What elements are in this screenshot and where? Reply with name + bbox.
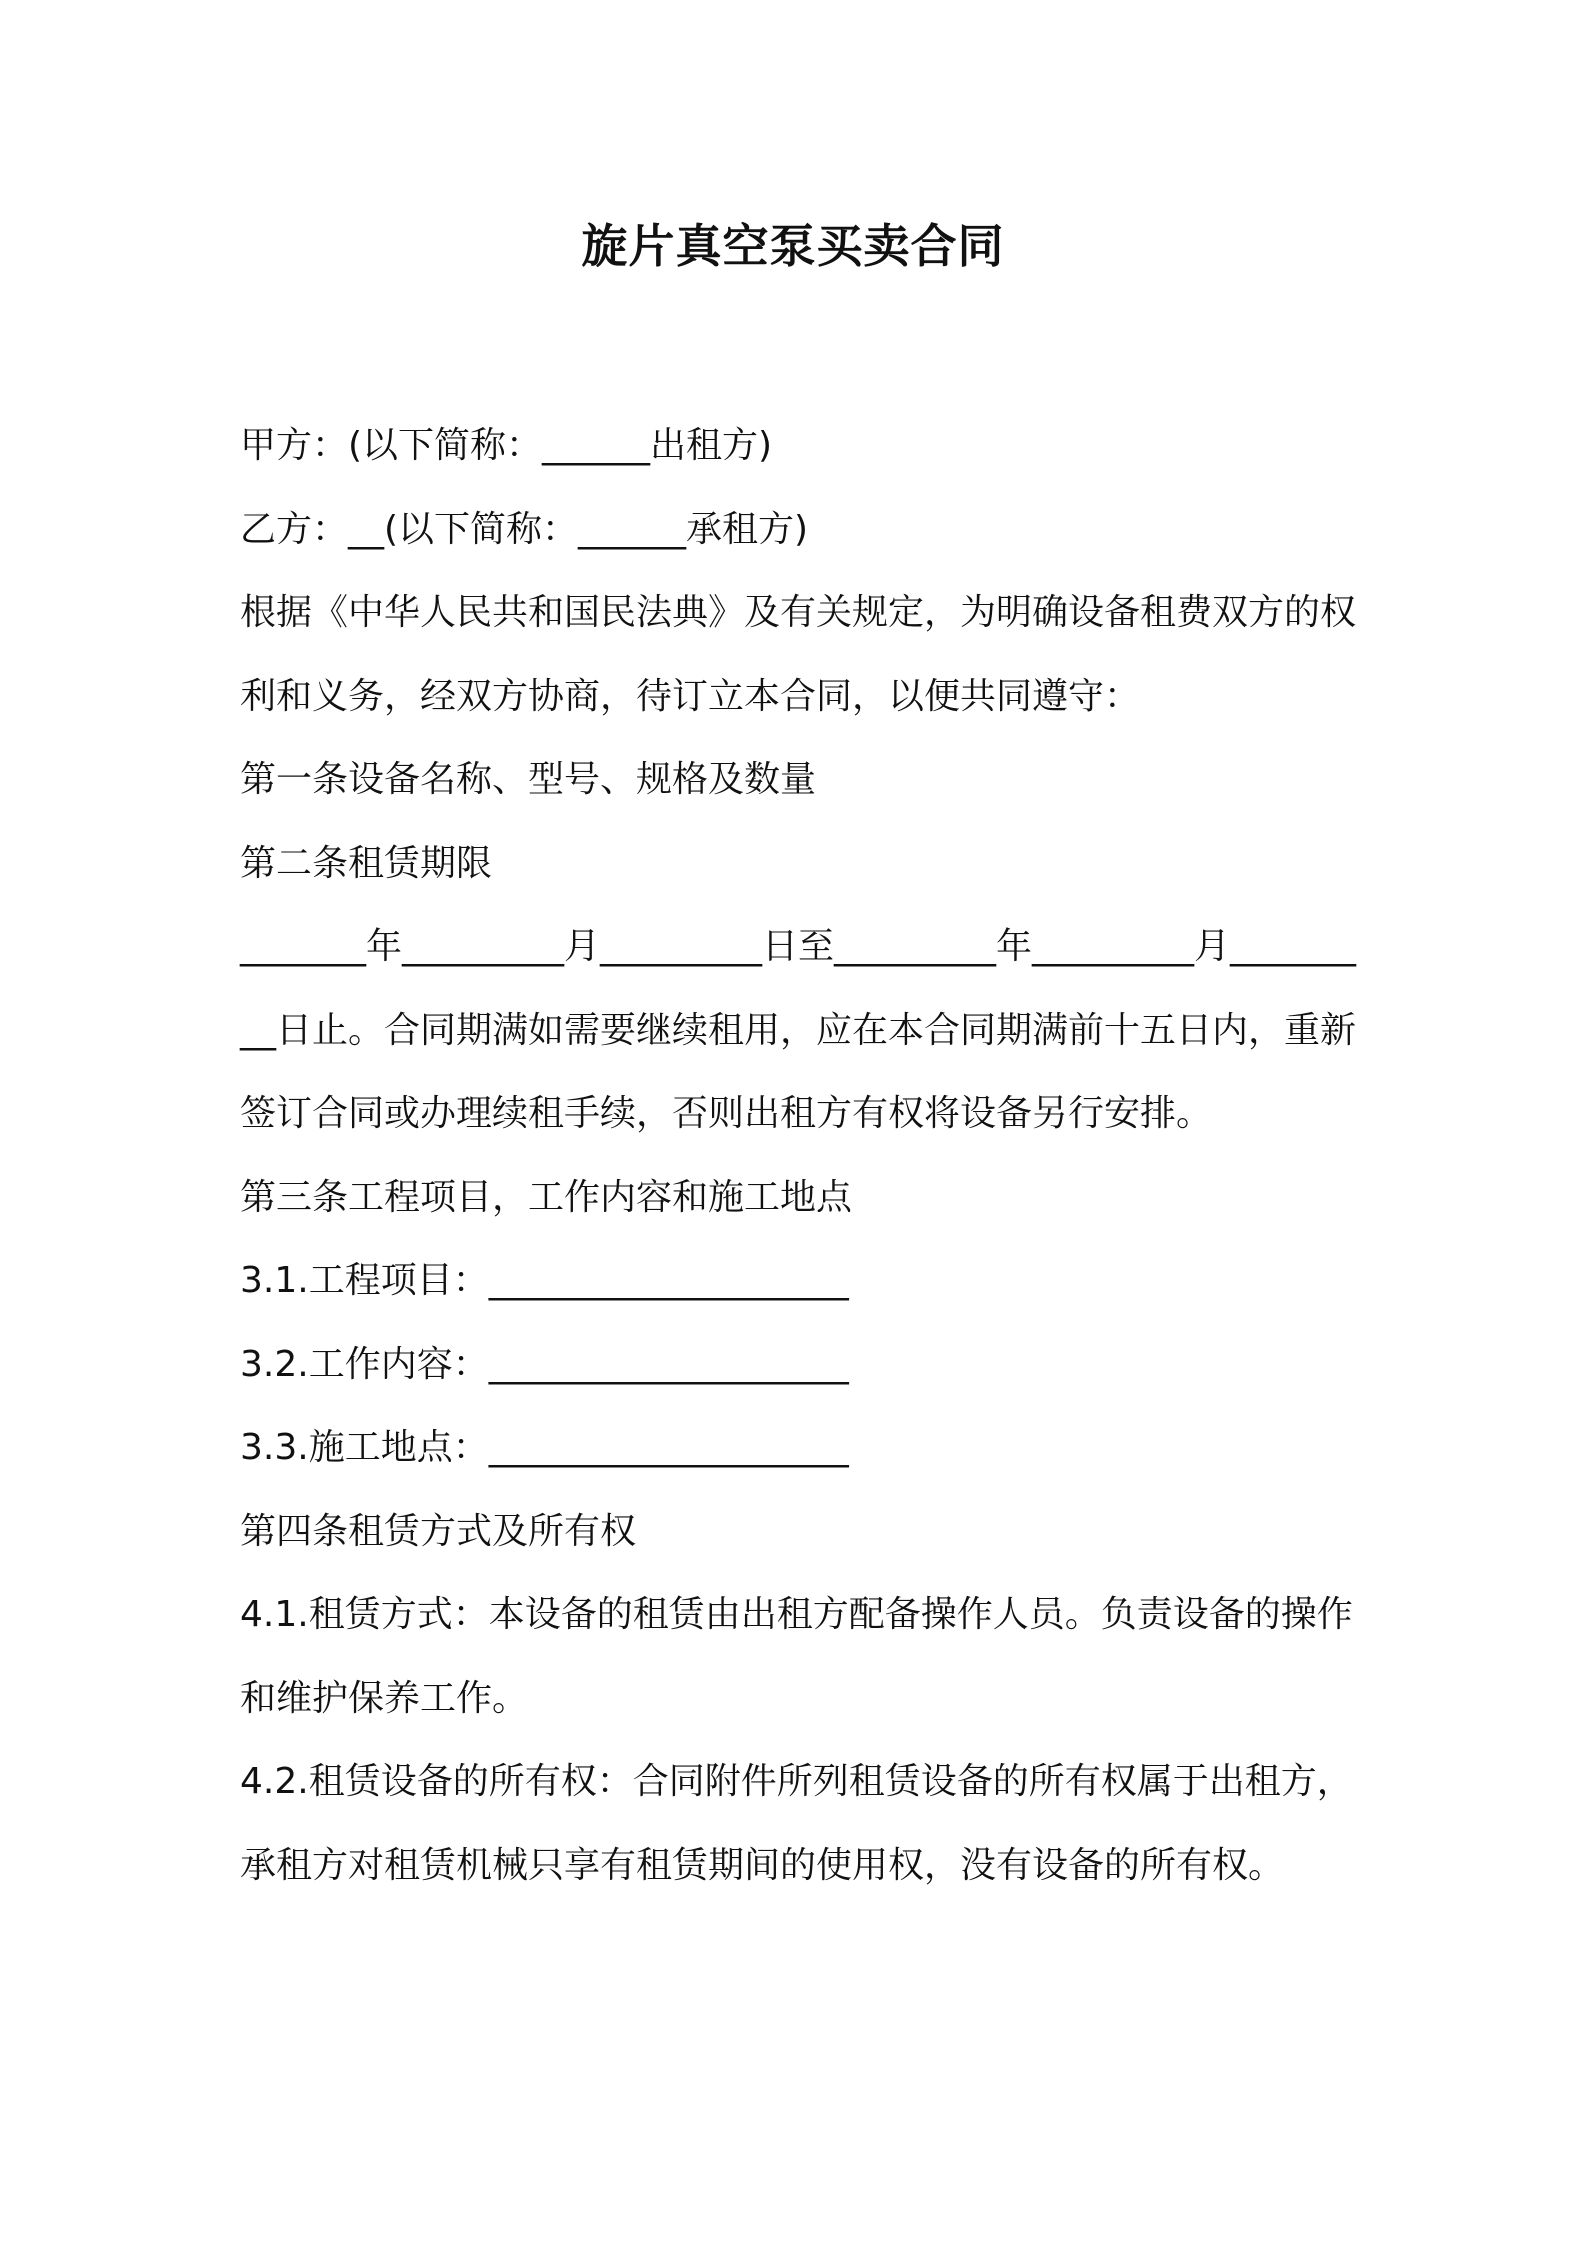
article-3-heading: 第三条工程项目，工作内容和施工地点 bbox=[240, 1176, 853, 1218]
article-1-heading: 第一条设备名称、型号、规格及数量 bbox=[240, 759, 817, 800]
article-4-heading: 第四条租赁方式及所有权 bbox=[240, 1510, 637, 1552]
party-b-line: 乙方：__(以下简称：______承租方) bbox=[240, 508, 809, 550]
article-2-heading: 第二条租赁期限 bbox=[240, 842, 493, 884]
clause-4-2: 4.2.租赁设备的所有权：合同附件所列租赁设备的所有权属于出租方，承租方对租赁机械只享有租赁期间的使用权，没有设备的所有权。 bbox=[240, 1761, 1353, 1886]
clause-4-1: 4.1.租赁方式：本设备的租赁由出租方配备操作人员。负责设备的操作和维护保养工作。 bbox=[240, 1594, 1353, 1719]
party-a-line: 甲方：(以下简称：______出租方) bbox=[240, 425, 773, 466]
lease-term-paragraph: _______年_________月_________日至_________年_________月_________日止。合同期满如需要继续租用，应在本合同期满前十五日内，重新签订合同或办理续租手续，否则出租方有权将设备另行安排。 bbox=[240, 926, 1357, 1134]
clause-3-1: 3.1.工程项目：____________________ bbox=[240, 1260, 849, 1301]
document-title: 旋片真空泵买卖合同 bbox=[581, 219, 1005, 273]
preamble-paragraph: 根据《中华人民共和国民法典》及有关规定，为明确设备租费双方的权利和义务，经双方协商，待订立本合同，以便共同遵守： bbox=[240, 592, 1357, 717]
document-body bbox=[240, 404, 1360, 1907]
clause-3-3: 3.3.施工地点：____________________ bbox=[240, 1427, 849, 1468]
clause-3-2: 3.2.工作内容：____________________ bbox=[240, 1343, 849, 1385]
